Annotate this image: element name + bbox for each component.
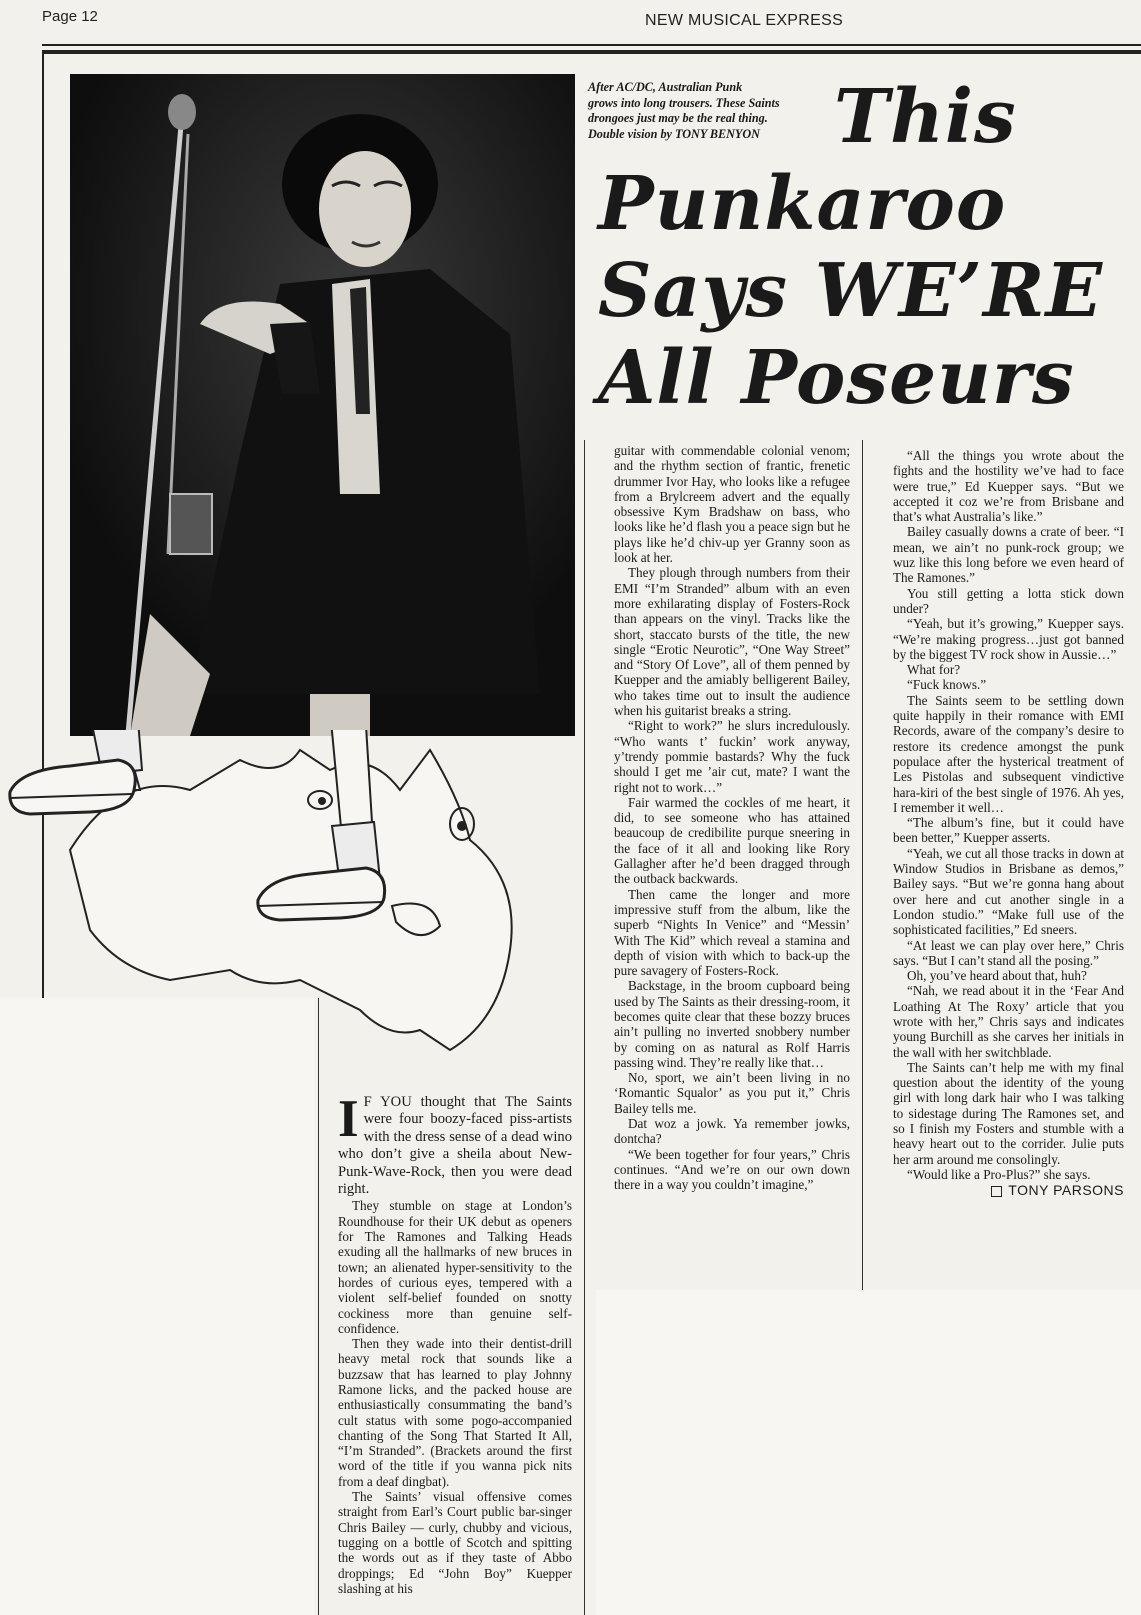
headline-line: All Poseurs: [598, 335, 1075, 421]
paragraph: Then came the longer and more impressive stuff from the album, like the superb “Nights In Venice” and “Messin’ With The Kid” which reveal a stamina and depth of vision with which to back-up the pure savagery of Fosters-Rock.: [614, 886, 850, 979]
paragraph: They plough through numbers from their EMI “I’m Stranded” album with an even more exhilarating display of Fosters-Rock than appears on the vinyl. Tracks like the short, staccato bursts of the title, the new single “Erotic Neurotic”, “One Way Street” and “Story Of Love”, all of them penned by Kuepper and the amiably belligerent Bailey, who takes time out to insult the audience when his guitarist breaks a string.: [614, 565, 850, 719]
paragraph: guitar with commendable colonial venom; and the rhythm section of frantic, frenetic drummer Ivor Hay, who looks like a refugee from a Brylcreem advert and the equally obsessive Kym Bradshaw on bass, who looks like he’d flash you a peace sign but he plays like he’d chiv-up yer Granny soon as look at her.: [614, 443, 850, 566]
paragraph: Oh, you’ve heard about that, huh?: [907, 968, 1087, 984]
paragraph: You still getting a lotta stick down under?: [893, 585, 1124, 616]
article-column-3: [893, 448, 1124, 1199]
standfirst-line: grows into long trousers. These Saints: [588, 95, 780, 110]
publication-name: NEW MUSICAL EXPRESS: [645, 12, 844, 29]
blank-area-left: [0, 998, 314, 1615]
headline-line: This: [834, 74, 1017, 160]
headline-line: Says WE’RE: [598, 248, 1103, 334]
column-rule: [862, 440, 863, 1290]
paragraph: Dat woz a jowk. Ya remember jowks, dontcha?: [614, 1116, 850, 1147]
paragraph: Then they wade into their dentist-drill heavy metal rock that sounds like a buzzsaw that has learned to play Johnny Ramone licks, and the packed house are enthusiastically consummating the band’s cult status with some pogo-accompanied chanting of the Song That Started It All, “I’m Stranded”. (Brackets around the first word of the title if you wanna pick nits from a deaf dingbat).: [338, 1336, 572, 1489]
header-rule: [42, 44, 1141, 46]
paragraph: “All the things you wrote about the fights and the hostility we’ve had to face were true,” Ed Kuepper says. “But we accepted it coz we’re from Brisbane and that’s what Australia’s like.”: [893, 448, 1124, 525]
standfirst-line: drongoes just may be the real thing.: [588, 111, 768, 125]
drop-cap: I: [338, 1090, 359, 1148]
headline-line: Punkaroo: [598, 161, 1007, 247]
paragraph-text: F YOU thought that The Saints were four boozy-faced piss-artists with the dress sense of a dead wino who don’t give a sheila about New-Punk-Wave-Rock, then you were dead right.: [338, 1094, 572, 1198]
paragraph: “Right to work?” he slurs incredulously. “Who wants t’ fuckin’ work anyway, y’trendy pommie bastards? Why the fuck should I get me ’air cut, mate? I want the right not to work…”: [614, 718, 850, 795]
byline: [893, 1183, 1124, 1198]
article-column-2: [614, 443, 850, 1193]
paragraph: They stumble on stage at London’s Roundhouse for their UK debut as openers for The Ramones and Talking Heads exuding all the hallmarks of new bruces in town; an alienated hyper-sensitivity to the hordes of curious eyes, tempered with a violent self-belief founded on snotty cockiness more than genuine self-confidence.: [338, 1198, 572, 1336]
byline-name: TONY PARSONS: [1008, 1182, 1124, 1199]
paragraph: Backstage, in the broom cupboard being used by The Saints as their dressing-room, it becomes quite clear that these bozzy bruces ain’t pulling no inverted snobbery number by coming on as natural as Rolf Harris passing wind. They’re really like that…: [614, 978, 850, 1070]
paragraph: “At least we can play over here,” Chris says. “But I can’t stand all the posing.”: [893, 937, 1124, 968]
paragraph: The Saints’ visual offensive comes straight from Earl’s Court public bar-singer Chris Bailey — curly, chubby and vicious, tugging on a bottle of Scotch and spitting the words out as if they taste of Abbo droppings; Ed “John Boy” Kuepper slashing at his: [338, 1489, 572, 1596]
paragraph: Fair warmed the cockles of me heart, it did, to see someone who has attained beaucoup de credibilite purque sneering in the face of it all and looking like Rory Gallagher after he’d been dragged through the outback backwards.: [614, 794, 850, 887]
column-rule: [584, 440, 585, 1615]
paragraph: Bailey casually downs a crate of beer. “I mean, we ain’t no punk-rock group; we wuz like this long before we even heard of The Ramones.”: [893, 524, 1124, 586]
page-number: Page 12: [42, 8, 98, 25]
blank-area-right: [596, 1290, 1141, 1615]
paragraph: What for?: [907, 662, 961, 678]
article-column-1: [338, 1090, 572, 1596]
paragraph: “Would like a Pro-Plus?” she says.: [907, 1166, 1091, 1182]
standfirst-line: After AC/DC, Australian Punk: [588, 80, 743, 94]
paragraph: “The album’s fine, but it could have been better,” Kuepper asserts.: [893, 815, 1124, 846]
paragraph: “Nah, we read about it in the ‘Fear And Loathing At The Roxy’ article that you wrote with her,” Chris says and indicates young Burchill as she carves her initials in the wall with her switchblade.: [893, 983, 1124, 1060]
paragraph: “We been together for four years,” Chris continues. “And we’re on our own down there in a way you couldn’t imagine,”: [614, 1146, 850, 1193]
headline: [598, 74, 1138, 422]
paragraph: “Fuck knows.”: [907, 677, 987, 693]
lead-paragraph: [338, 1090, 572, 1198]
standfirst-line: Double vision by TONY BENYON: [588, 126, 760, 141]
paragraph: The Saints seem to be settling down quite happily in their romance with EMI Records, aware of the company’s desire to restore its credence amongst the punk populace after the hysterical treatment of Les Pistolas and subsequent vindictive hara-kiri of the best single of 1976. Ah yes, I remember it well…: [893, 692, 1124, 815]
paragraph: “Yeah, but it’s growing,” Kuepper says. “We’re making progress…just got banned by the biggest TV rock show in Aussie…”: [893, 616, 1124, 662]
paragraph: The Saints can’t help me with my final question about the identity of the young girl with long dark hair who I was talking to sidestage during The Ramones set, and so I finish my Fosters and stumble with a heavy heart out to the corrider. Julie puts her arm around me consolingly.: [893, 1059, 1124, 1167]
paragraph: “Yeah, we cut all those tracks in down at Window Studios in Brisbane as demos,” Bailey says. “But we’re gonna hang about over here and cut another single in a London studio.” “Make full use of the sophisticated facilities,” Ed sneers.: [893, 845, 1124, 938]
frame-top-rule: [42, 50, 1141, 54]
box-bullet-icon: [991, 1186, 1002, 1197]
column-rule: [318, 998, 319, 1615]
paragraph: No, sport, we ain’t been living in no ‘Romantic Squalor’ as you put it,” Chris Bailey tells me.: [614, 1070, 850, 1116]
band-photo: [70, 74, 575, 736]
page-header: [0, 0, 1141, 44]
